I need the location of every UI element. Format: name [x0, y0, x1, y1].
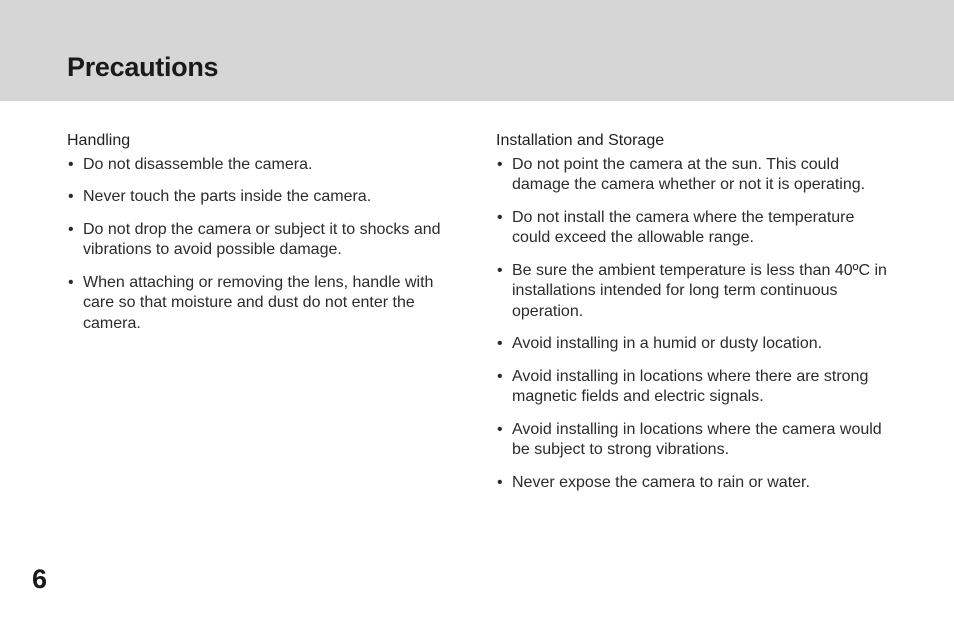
installation-list — [496, 155, 892, 494]
list-item-text: Never touch the parts inside the camera. — [83, 188, 372, 205]
bullet-icon: • — [497, 155, 503, 173]
list-item — [496, 420, 892, 461]
handling-section — [67, 131, 459, 346]
handling-list — [67, 155, 459, 335]
list-item — [496, 261, 892, 323]
bullet-icon: • — [68, 188, 74, 205]
handling-heading: Handling — [67, 132, 131, 149]
bullet-icon: • — [497, 473, 503, 491]
list-item-text: Do not install the camera where the temperature could exceed the allowable range. — [512, 208, 855, 246]
list-item — [496, 473, 892, 494]
bullet-icon: • — [68, 273, 74, 291]
list-item — [67, 220, 459, 261]
list-item — [67, 187, 459, 208]
list-item-text: Be sure the ambient temperature is less than 40ºC in installations intended for long term continuous operation. — [512, 261, 887, 320]
bullet-icon: • — [497, 420, 503, 438]
list-item — [496, 367, 892, 408]
bullet-icon: • — [497, 208, 503, 226]
list-item — [496, 155, 892, 196]
list-item-text: Never expose the camera to rain or water. — [512, 473, 810, 491]
bullet-icon: • — [497, 335, 503, 352]
bullet-icon: • — [68, 220, 74, 238]
list-item-text: Do not point the camera at the sun. This could damage the camera whether or not it is operating. — [512, 155, 866, 193]
list-item — [67, 155, 459, 176]
list-item-text: Do not drop the camera or subject it to shocks and vibrations to avoid possible damage. — [83, 220, 441, 258]
list-item — [67, 273, 459, 335]
bullet-icon: • — [497, 261, 503, 279]
list-item — [496, 334, 892, 355]
page-number: 6 — [32, 564, 48, 594]
bullet-icon: • — [497, 367, 503, 385]
installation-heading: Installation and Storage — [496, 132, 665, 149]
list-item-text: Avoid installing in locations where there are strong magnetic fields and electric signals. — [512, 367, 869, 405]
page-title: Precautions — [67, 52, 219, 82]
installation-section — [496, 131, 892, 505]
list-item-text: Avoid installing in locations where the camera would be subject to strong vibrations. — [512, 420, 882, 458]
list-item — [496, 208, 892, 249]
bullet-icon: • — [68, 155, 74, 173]
list-item-text: Do not disassemble the camera. — [83, 155, 313, 173]
list-item-text: Avoid installing in a humid or dusty location. — [512, 335, 823, 352]
list-item-text: When attaching or removing the lens, handle with care so that moisture and dust do not enter the camera. — [83, 273, 434, 332]
